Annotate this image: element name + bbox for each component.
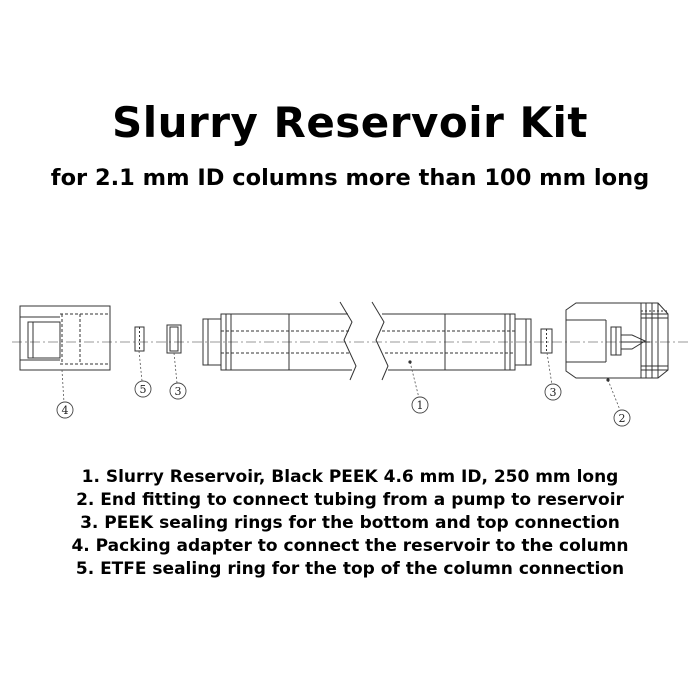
- peek-sealing-ring-left-part: [167, 325, 181, 353]
- page-subtitle: for 2.1 mm ID columns more than 100 mm long: [50, 165, 650, 191]
- exploded-parts-diagram: [0, 290, 700, 430]
- packing-adapter-part: [20, 306, 110, 370]
- end-fitting-leader-dot: [606, 378, 609, 381]
- reservoir-left-segment: [203, 302, 356, 380]
- callout-3-right-label: 3: [549, 386, 557, 399]
- page-title: Slurry Reservoir Kit: [112, 98, 588, 147]
- legend-item: 2. End fitting to connect tubing from a pump to reservoir: [76, 490, 624, 510]
- legend-item: 1. Slurry Reservoir, Black PEEK 4.6 mm ID, 250 mm long: [81, 467, 619, 487]
- callout-3-left-label: 3: [174, 385, 182, 398]
- legend-item: 5. ETFE sealing ring for the top of the column connection: [75, 559, 625, 579]
- legend-item: 4. Packing adapter to connect the reservoir to the column: [71, 536, 629, 556]
- callout-5-label: 5: [139, 383, 147, 396]
- callout-leaders: [62, 351, 620, 410]
- callout-2-label: 2: [618, 412, 626, 425]
- parts-legend: [0, 466, 700, 581]
- reservoir-right-segment: [372, 302, 531, 380]
- reservoir-leader-dot: [408, 360, 411, 363]
- end-fitting-part: [566, 303, 668, 378]
- callout-1-label: 1: [416, 399, 424, 412]
- legend-item: 3. PEEK sealing rings for the bottom and top connection: [80, 513, 620, 533]
- etfe-sealing-ring-part: [135, 327, 144, 351]
- callout-4-label: 4: [61, 404, 69, 417]
- peek-sealing-ring-right-part: [541, 329, 552, 353]
